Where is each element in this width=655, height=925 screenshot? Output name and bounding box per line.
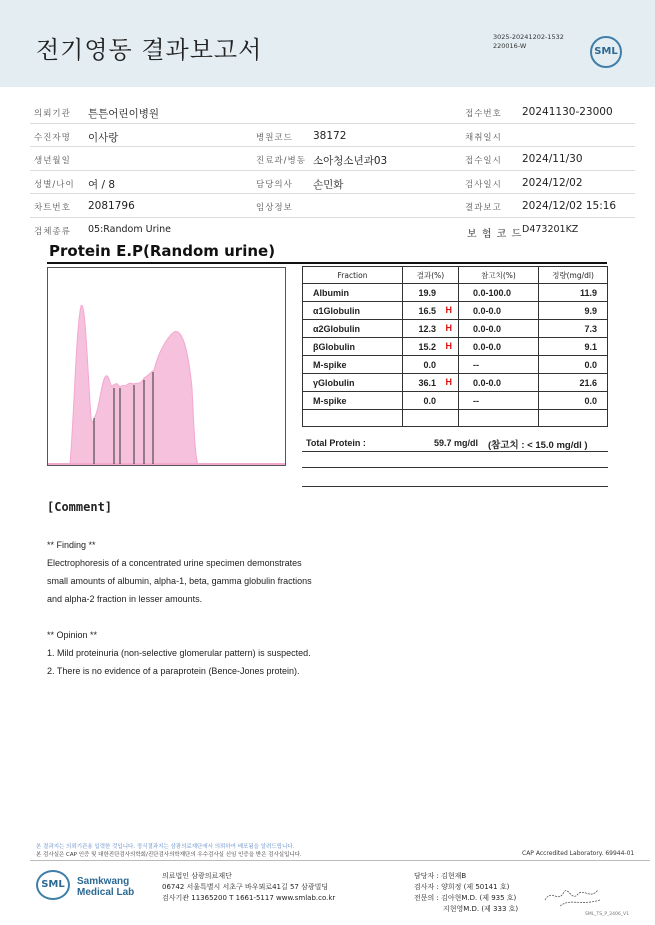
- total-protein-label: Total Protein :: [306, 438, 366, 448]
- fraction-cell: [303, 302, 403, 320]
- address-line: 검사기관 11365200 T 1661-5117 www.smlab.co.kr: [162, 894, 336, 902]
- staff-line: 전문의 : 김아현M.D. (제 935 호): [414, 894, 517, 902]
- result-cell-text: 19.9: [418, 287, 436, 298]
- report-date-label: 결과보고: [465, 203, 502, 213]
- info-row: [30, 171, 635, 195]
- reference-cell-text: --: [473, 359, 479, 370]
- comment-title: [Comment]: [47, 500, 113, 514]
- reference-cell-text: --: [473, 395, 479, 406]
- quantity-cell-text: 11.9: [579, 287, 597, 298]
- result-row: [303, 356, 608, 374]
- result-cell-text: 0.0: [423, 359, 436, 370]
- doctor-value: 손민화: [313, 178, 344, 191]
- lab-name-line: Medical Lab: [77, 887, 135, 898]
- result-cell: [403, 320, 459, 338]
- report-header: [0, 0, 655, 87]
- cap-accreditation: CAP Accredited Laboratory. 69944-01: [522, 850, 635, 857]
- receipt-no-value: 20241130-23000: [522, 106, 613, 118]
- document-id: [493, 33, 564, 51]
- quantity-cell-text: 21.6: [579, 377, 597, 388]
- receipt-no-label: 접수번호: [465, 109, 502, 119]
- empty-row: [303, 410, 608, 427]
- form-code: SML_TS_P_2406_V1: [585, 912, 629, 917]
- chart-no-label: 차트번호: [34, 203, 71, 213]
- hospital-value: 튼튼어린이병원: [88, 108, 160, 120]
- footer-accreditation: 본 검사실은 CAP 인증 및 대한진단검사의학회/진단검사의학재단의 우수검사실 신임 인증을 받은 검사실입니다.: [36, 852, 302, 858]
- lab-name-line: Samkwang: [77, 876, 130, 887]
- sex-age-value: 여 / 8: [88, 178, 116, 191]
- fraction-cell-text: α2Globulin: [313, 323, 361, 334]
- quantity-cell-text: 0.0: [584, 359, 597, 370]
- result-row: [303, 302, 608, 320]
- footer-divider: [30, 860, 650, 861]
- reference-cell: [459, 374, 539, 392]
- insurance-code-value: D473201KZ: [522, 223, 579, 235]
- staff-list: [414, 871, 518, 915]
- quantity-cell: [539, 302, 608, 320]
- address-line: 의료법인 삼광의료재단: [162, 872, 232, 880]
- info-row: [30, 194, 635, 218]
- comment-line: ** Opinion **: [47, 630, 98, 640]
- address-line: 06742 서울특별시 서초구 바우뫼로41길 57 삼광빌딩: [162, 883, 329, 891]
- hospital-code-value: 38172: [313, 129, 347, 142]
- comment-line: and alpha-2 fraction in lesser amounts.: [47, 594, 203, 604]
- result-row: [303, 392, 608, 410]
- empty-cell: [539, 410, 608, 427]
- result-row: [303, 338, 608, 356]
- sml-logo: SML: [590, 36, 622, 68]
- comment-line: Electrophoresis of a concentrated urine specimen demonstrates: [47, 558, 302, 568]
- info-row: [30, 124, 635, 148]
- result-cell: [403, 302, 459, 320]
- chart-no-value: 2081796: [88, 200, 135, 212]
- reference-cell: [459, 284, 539, 302]
- quantity-cell: [539, 374, 608, 392]
- insurance-code-label: 보 험 코 드: [467, 228, 523, 240]
- result-cell-text: 15.2: [418, 341, 436, 352]
- densitometry-curve: [48, 305, 284, 464]
- empty-cell: [303, 410, 403, 427]
- high-flag: H: [445, 377, 452, 387]
- fraction-cell: [303, 356, 403, 374]
- footer-notice: 본 결과지는 의뢰기관용 입력한 것입니다. 정식결과지는 삼광의료재단에서 의뢰하여 배포됨을 알려드립니다.: [36, 844, 295, 850]
- birth-label: 생년월일: [34, 156, 71, 166]
- info-row: [30, 147, 635, 171]
- column-header: 참고치(%): [459, 267, 539, 284]
- doc-id-line: 3025-20241202-1532: [493, 33, 564, 41]
- patient-value: 이사랑: [88, 131, 119, 144]
- quantity-cell: [539, 356, 608, 374]
- sex-age-label: 성별/나이: [34, 179, 75, 190]
- result-cell-text: 36.1: [418, 377, 436, 388]
- exam-date-value: 2024/12/02: [522, 176, 583, 189]
- hospital-label: 의뢰기관: [34, 109, 71, 119]
- exam-date-label: 검사일시: [465, 179, 502, 190]
- fraction-cell-text: γGlobulin: [313, 377, 355, 388]
- fraction-cell: [303, 338, 403, 356]
- patient-label: 수진자명: [34, 132, 71, 143]
- lab-address: [162, 871, 335, 904]
- comment-line: ** Finding **: [47, 540, 96, 550]
- comment-line: 2. There is no evidence of a paraprotein (Bence-Jones protein).: [47, 666, 300, 676]
- quantity-cell: [539, 320, 608, 338]
- comment-line: [47, 608, 547, 626]
- result-table: [302, 266, 608, 427]
- total-protein-reference: (참고치 : < 15.0 mg/dl ): [488, 440, 588, 451]
- receive-date-value: 2024/11/30: [522, 153, 583, 165]
- dept-value: 소아청소년과03: [313, 155, 388, 167]
- result-row: [303, 320, 608, 338]
- reference-cell-text: 0.0-0.0: [473, 305, 502, 316]
- info-row: [30, 100, 635, 124]
- specimen-value: 05:Random Urine: [88, 223, 172, 235]
- high-flag: H: [445, 341, 452, 351]
- electrophoresis-graph: [47, 267, 286, 466]
- comment-line: 1. Mild proteinuria (non-selective glomerular pattern) is suspected.: [47, 648, 311, 658]
- densitometry-trace: [48, 268, 285, 465]
- fraction-cell-text: M-spike: [313, 395, 347, 406]
- staff-line: 지현영M.D. (제 333 호): [414, 905, 519, 913]
- result-row: [303, 374, 608, 392]
- section-title: Protein E.P(Random urine): [49, 242, 276, 260]
- result-cell-text: 16.5: [418, 305, 436, 316]
- empty-cell: [459, 410, 539, 427]
- high-flag: H: [445, 305, 452, 315]
- reference-cell: [459, 302, 539, 320]
- result-cell-text: 0.0: [423, 395, 436, 406]
- result-cell: [403, 356, 459, 374]
- fraction-cell-text: α1Globulin: [313, 305, 361, 316]
- fraction-cell: [303, 320, 403, 338]
- result-cell: [403, 374, 459, 392]
- specimen-label: 검체종류: [34, 226, 71, 237]
- divider: [302, 486, 608, 487]
- total-protein-row: [302, 432, 608, 452]
- fraction-cell-text: Albumin: [313, 287, 349, 298]
- result-row: [303, 284, 608, 302]
- high-flag: H: [445, 323, 452, 333]
- quantity-cell: [539, 338, 608, 356]
- result-cell: [403, 392, 459, 410]
- patient-info-table: [30, 100, 635, 241]
- result-cell: [403, 338, 459, 356]
- section-divider: [47, 262, 607, 264]
- reference-cell: [459, 338, 539, 356]
- reference-cell: [459, 320, 539, 338]
- quantity-cell: [539, 284, 608, 302]
- fraction-cell-text: M-spike: [313, 359, 347, 370]
- dept-label: 진료과/병동: [256, 156, 306, 166]
- info-row: [30, 218, 635, 242]
- staff-line: 담당자 : 김현재B: [414, 872, 467, 880]
- sml-logo: SML: [36, 870, 70, 900]
- empty-cell: [403, 410, 459, 427]
- fraction-cell: [303, 284, 403, 302]
- reference-cell-text: 0.0-0.0: [473, 341, 502, 352]
- divider: [302, 467, 608, 468]
- total-protein-value: 59.7 mg/dl: [434, 438, 479, 448]
- hospital-code-label: 병원코드: [256, 132, 293, 143]
- staff-line: 검사자 : 양희정 (제 50141 호): [414, 883, 510, 891]
- result-cell-text: 12.3: [418, 323, 436, 334]
- fraction-cell: [303, 374, 403, 392]
- comment-line: small amounts of albumin, alpha-1, beta, gamma globulin fractions: [47, 576, 312, 586]
- report-title: 전기영동 결과보고서: [36, 36, 263, 64]
- reference-cell-text: 0.0-0.0: [473, 323, 502, 334]
- quantity-cell-text: 7.3: [584, 323, 597, 334]
- collect-date-label: 채취일시: [465, 132, 502, 143]
- reference-cell-text: 0.0-100.0: [473, 287, 512, 298]
- result-cell: [403, 284, 459, 302]
- clinical-label: 임상정보: [256, 203, 293, 213]
- column-header: 정량(mg/dl): [539, 267, 608, 284]
- column-header: Fraction: [303, 267, 403, 284]
- reference-cell: [459, 392, 539, 410]
- reference-cell-text: 0.0-0.0: [473, 377, 502, 388]
- doctor-label: 담당의사: [256, 179, 293, 190]
- lab-name: [77, 876, 134, 898]
- column-header: 결과(%): [403, 267, 459, 284]
- quantity-cell-text: 9.1: [584, 341, 597, 352]
- doc-id-line: 220016-W: [493, 42, 527, 50]
- fraction-cell: [303, 392, 403, 410]
- quantity-cell: [539, 392, 608, 410]
- result-table-header: [303, 267, 608, 284]
- report-date-value: 2024/12/02 15:16: [522, 200, 617, 212]
- quantity-cell-text: 0.0: [584, 395, 597, 406]
- fraction-cell-text: βGlobulin: [313, 341, 355, 352]
- receive-date-label: 접수일시: [465, 156, 502, 166]
- comment-body: [47, 536, 547, 680]
- signature-icon: [540, 880, 610, 910]
- reference-cell: [459, 356, 539, 374]
- quantity-cell-text: 9.9: [584, 305, 597, 316]
